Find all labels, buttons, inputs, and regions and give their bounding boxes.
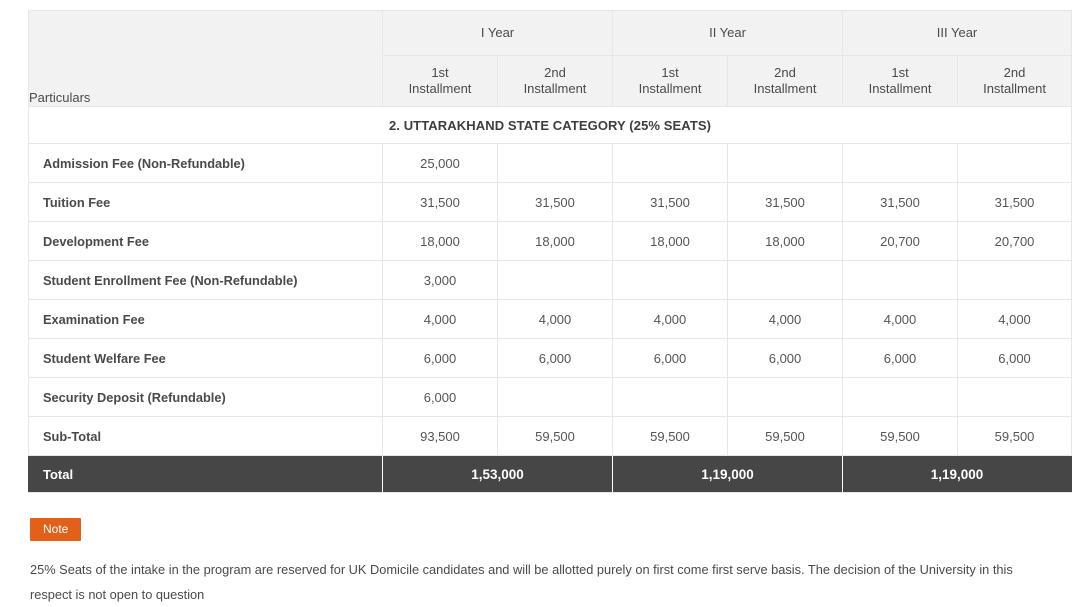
installment-word: Installment — [408, 81, 472, 96]
row-label: Security Deposit (Refundable) — [29, 378, 383, 417]
category-banner-label: 2. UTTARAKHAND STATE CATEGORY (25% SEATS) — [29, 107, 1072, 144]
fee-structure-table — [28, 10, 1072, 493]
installment-ordinal: 2nd — [1003, 65, 1026, 80]
installment-word: Installment — [523, 81, 587, 96]
row-value — [843, 261, 958, 300]
row-value — [843, 144, 958, 183]
row-value — [498, 378, 613, 417]
row-value: 6,000 — [383, 378, 498, 417]
column-header-particulars: Particulars — [29, 11, 383, 107]
row-value: 6,000 — [613, 339, 728, 378]
installment-word: Installment — [753, 81, 817, 96]
header-row-years — [29, 11, 1072, 56]
row-value: 25,000 — [383, 144, 498, 183]
table-body — [29, 107, 1072, 493]
table-row — [29, 339, 1072, 378]
column-header-y3-installment-1 — [843, 56, 958, 107]
row-label: Development Fee — [29, 222, 383, 261]
row-value: 31,500 — [958, 183, 1072, 222]
row-value: 4,000 — [728, 300, 843, 339]
row-label: Tuition Fee — [29, 183, 383, 222]
row-value — [498, 144, 613, 183]
category-banner-row — [29, 107, 1072, 144]
row-value — [843, 378, 958, 417]
row-value: 18,000 — [498, 222, 613, 261]
row-value: 59,500 — [958, 417, 1072, 456]
installment-ordinal: 1st — [891, 65, 909, 80]
row-label: Student Welfare Fee — [29, 339, 383, 378]
column-header-year-3: III Year — [843, 11, 1072, 56]
table-row-subtotal — [29, 417, 1072, 456]
installment-ordinal: 1st — [431, 65, 449, 80]
row-value: 3,000 — [383, 261, 498, 300]
note-section — [28, 518, 1071, 607]
row-value: 6,000 — [498, 339, 613, 378]
installment-word: Installment — [983, 81, 1046, 96]
row-label: Examination Fee — [29, 300, 383, 339]
row-value: 31,500 — [613, 183, 728, 222]
table-row-total — [29, 456, 1072, 493]
row-value: 4,000 — [383, 300, 498, 339]
row-value: 6,000 — [728, 339, 843, 378]
row-label: Admission Fee (Non-Refundable) — [29, 144, 383, 183]
total-label: Total — [29, 456, 383, 493]
row-value: 31,500 — [383, 183, 498, 222]
row-value: 20,700 — [958, 222, 1072, 261]
row-value: 20,700 — [843, 222, 958, 261]
row-value — [498, 261, 613, 300]
table-row — [29, 300, 1072, 339]
row-value — [613, 378, 728, 417]
installment-ordinal: 1st — [661, 65, 679, 80]
row-value — [728, 261, 843, 300]
table-header — [29, 11, 1072, 107]
installment-ordinal: 2nd — [544, 65, 566, 80]
column-header-y1-installment-2 — [498, 56, 613, 107]
column-header-year-1: I Year — [383, 11, 613, 56]
row-value — [958, 144, 1072, 183]
row-value: 59,500 — [728, 417, 843, 456]
row-value: 6,000 — [383, 339, 498, 378]
row-value: 18,000 — [613, 222, 728, 261]
column-header-y2-installment-2 — [728, 56, 843, 107]
table-row — [29, 144, 1072, 183]
row-value: 59,500 — [843, 417, 958, 456]
row-value: 18,000 — [728, 222, 843, 261]
row-value: 6,000 — [958, 339, 1072, 378]
row-value: 18,000 — [383, 222, 498, 261]
row-value: 4,000 — [958, 300, 1072, 339]
installment-word: Installment — [638, 81, 702, 96]
row-value: 31,500 — [843, 183, 958, 222]
note-text: 25% Seats of the intake in the program are reserved for UK Domicile candidates and will be allotted purely on first come first serve basis. The decision of the University in this respect is not open to question — [30, 562, 1013, 602]
row-value — [728, 144, 843, 183]
row-value: 6,000 — [843, 339, 958, 378]
row-value: 4,000 — [498, 300, 613, 339]
row-value — [613, 144, 728, 183]
row-value: 59,500 — [498, 417, 613, 456]
row-value: 4,000 — [613, 300, 728, 339]
row-label: Sub-Total — [29, 417, 383, 456]
row-value: 4,000 — [843, 300, 958, 339]
note-badge: Note — [30, 518, 81, 541]
row-value: 93,500 — [383, 417, 498, 456]
table-row — [29, 378, 1072, 417]
column-header-y2-installment-1 — [613, 56, 728, 107]
total-value-year-2: 1,19,000 — [613, 456, 843, 493]
total-value-year-1: 1,53,000 — [383, 456, 613, 493]
total-value-year-3: 1,19,000 — [843, 456, 1072, 493]
row-value — [958, 378, 1072, 417]
column-header-y3-installment-2 — [958, 56, 1072, 107]
table-row — [29, 222, 1072, 261]
installment-ordinal: 2nd — [774, 65, 796, 80]
row-value: 31,500 — [498, 183, 613, 222]
row-value: 59,500 — [613, 417, 728, 456]
column-header-year-2: II Year — [613, 11, 843, 56]
row-label: Student Enrollment Fee (Non-Refundable) — [29, 261, 383, 300]
installment-word: Installment — [868, 81, 932, 96]
row-value: 31,500 — [728, 183, 843, 222]
table-row — [29, 261, 1072, 300]
row-value — [958, 261, 1072, 300]
table-row — [29, 183, 1072, 222]
row-value — [728, 378, 843, 417]
row-value — [613, 261, 728, 300]
column-header-y1-installment-1 — [383, 56, 498, 107]
